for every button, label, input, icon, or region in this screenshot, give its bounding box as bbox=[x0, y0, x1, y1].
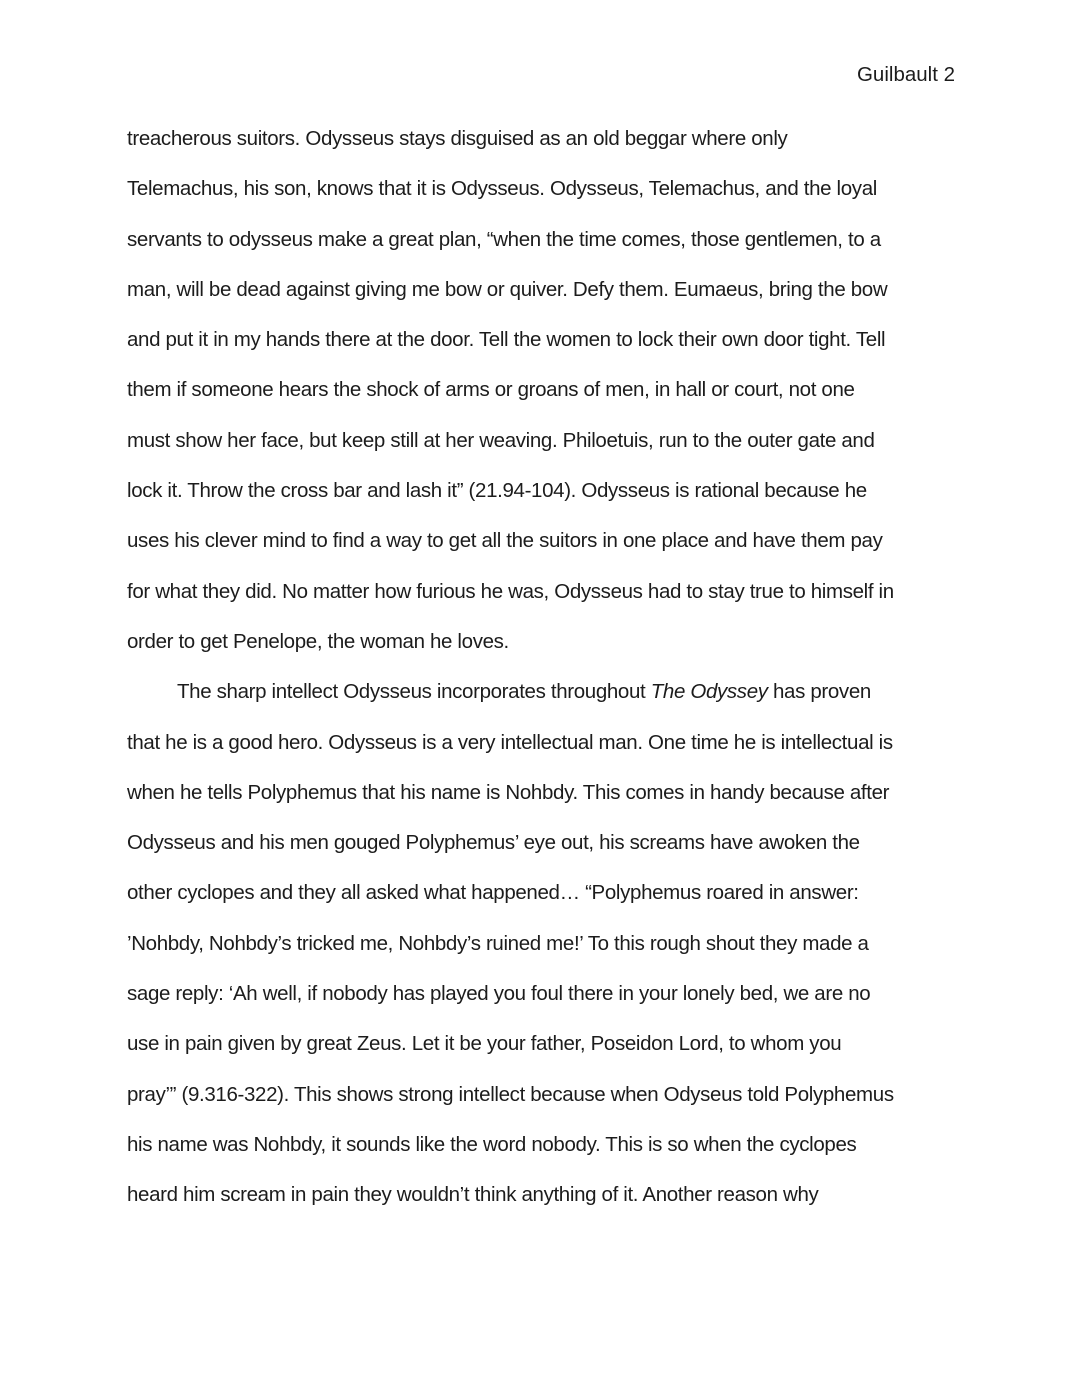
text-segment: order to get Penelope, the woman he loves. bbox=[127, 629, 509, 653]
text-segment: and put it in my hands there at the door. Tell the women to lock their own door tight. Tell bbox=[127, 328, 886, 352]
text-segment: other cyclopes and they all asked what happened… “Polyphemus roared in answer: bbox=[127, 881, 859, 905]
essay-line bbox=[127, 1070, 955, 1120]
essay-line bbox=[127, 567, 955, 617]
essay-line bbox=[127, 265, 955, 315]
text-segment: for what they did. No matter how furious he was, Odysseus had to stay true to himself in bbox=[127, 579, 894, 603]
text-segment: has proven bbox=[767, 680, 871, 704]
essay-line bbox=[127, 617, 955, 667]
text-segment: heard him scream in pain they wouldn’t think anything of it. Another reason why bbox=[127, 1183, 819, 1207]
essay-line bbox=[127, 315, 955, 365]
running-header-page-label: Guilbault 2 bbox=[856, 63, 955, 86]
text-segment: The sharp intellect Odysseus incorporates throughout bbox=[177, 680, 651, 704]
essay-line bbox=[127, 768, 955, 818]
text-segment: them if someone hears the shock of arms or groans of men, in hall or court, not one bbox=[127, 378, 855, 402]
text-segment: when he tells Polyphemus that his name is Nohbdy. This comes in handy because after bbox=[127, 780, 890, 804]
text-segment: Odysseus and his men gouged Polyphemus’ eye out, his screams have awoken the bbox=[127, 831, 860, 855]
essay-line bbox=[127, 416, 955, 466]
book-title-italic: The Odyssey bbox=[650, 680, 768, 704]
essay-line bbox=[127, 114, 955, 164]
essay-line bbox=[127, 1120, 955, 1170]
text-segment: Telemachus, his son, knows that it is Odysseus. Odysseus, Telemachus, and the loyal bbox=[127, 177, 877, 201]
essay-line bbox=[127, 818, 955, 868]
text-segment: uses his clever mind to find a way to get all the suitors in one place and have them pay bbox=[127, 529, 883, 553]
text-segment: sage reply: ‘Ah well, if nobody has played you foul there in your lonely bed, we are no bbox=[127, 982, 871, 1006]
text-segment: man, will be dead against giving me bow or quiver. Defy them. Eumaeus, bring the bow bbox=[127, 277, 888, 301]
text-segment: his name was Nohbdy, it sounds like the word nobody. This is so when the cyclopes bbox=[127, 1132, 857, 1156]
essay-line bbox=[127, 868, 955, 918]
text-segment: servants to odysseus make a great plan, “when the time comes, those gentlemen, to a bbox=[127, 227, 881, 251]
essay-line bbox=[127, 466, 955, 516]
text-segment: use in pain given by great Zeus. Let it be your father, Poseidon Lord, to whom you bbox=[127, 1032, 842, 1056]
text-segment: pray’” (9.316-322). This shows strong intellect because when Odyseus told Polyphemus bbox=[127, 1082, 894, 1106]
essay-body bbox=[127, 114, 955, 1221]
essay-line bbox=[127, 164, 955, 214]
essay-line bbox=[127, 969, 955, 1019]
essay-line bbox=[127, 365, 955, 415]
essay-line bbox=[127, 1170, 955, 1220]
essay-line bbox=[127, 667, 955, 717]
text-segment: that he is a good hero. Odysseus is a very intellectual man. One time he is intellectual is bbox=[127, 730, 893, 754]
essay-line bbox=[127, 718, 955, 768]
text-segment: must show her face, but keep still at her weaving. Philoetuis, run to the outer gate and bbox=[127, 428, 875, 452]
essay-line bbox=[127, 919, 955, 969]
essay-line bbox=[127, 516, 955, 566]
text-segment: treacherous suitors. Odysseus stays disguised as an old beggar where only bbox=[127, 127, 788, 150]
text-segment: lock it. Throw the cross bar and lash it” (21.94-104). Odysseus is rational because he bbox=[127, 479, 867, 503]
text-segment: ’Nohbdy, Nohbdy’s tricked me, Nohbdy’s ruined me!’ To this rough shout they made a bbox=[127, 931, 869, 955]
essay-line bbox=[127, 215, 955, 265]
essay-line bbox=[127, 1019, 955, 1069]
